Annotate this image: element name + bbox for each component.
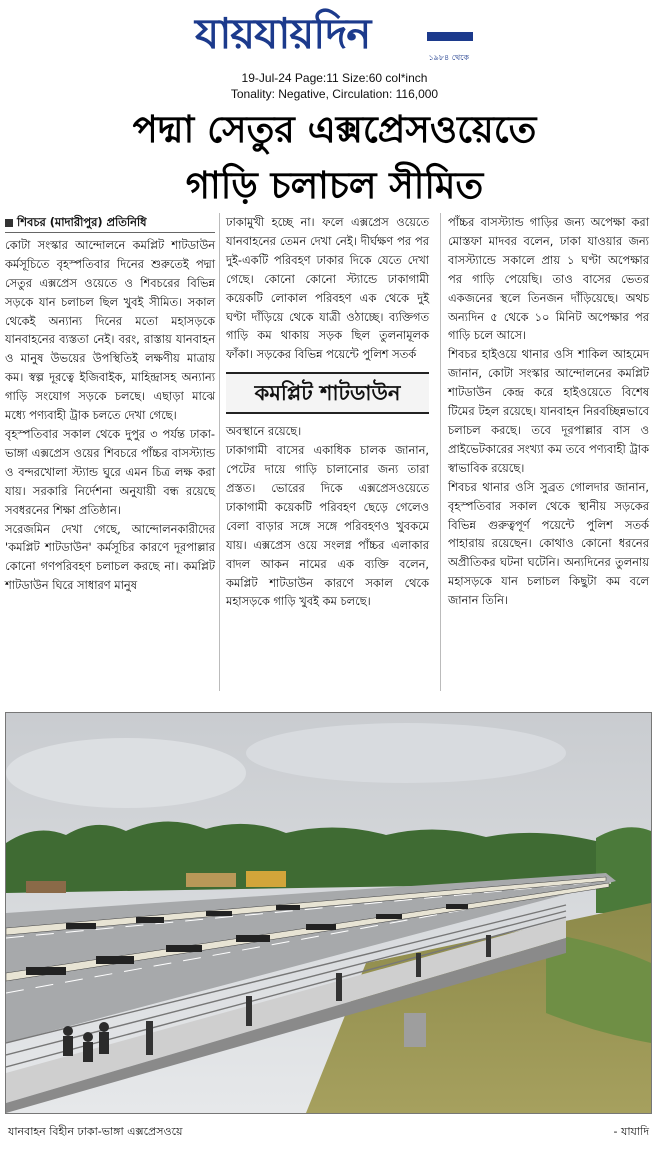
newspaper-logo [195,6,475,62]
paragraph: পাঁচ্চর বাসস্ট্যান্ড গাড়ির জন্য অপেক্ষা করা মোস্তফা মাদবর বলেন, ঢাকা যাওয়ার জন্য বাসস্ট্যান্ডে সকালে প্রায় ১ ঘণ্টা অপেক্ষার পর গাড়ি পেয়েছি। তাও বাসের ভেতর একজনের স্থলে তিনজন দাঁড়িয়েছে। অথচ অন্যদিন ৫ থেকে ১০ মিনিট অপেক্ষার পর গাড়ি চলে আসে। [448,215,649,343]
byline-text: শিবচর (মাদারীপুর) প্রতিনিধি [17,215,147,229]
paragraph: বৃহস্পতিবার সকাল থেকে দুপুর ৩ পর্যন্ত ঢাকা-ভাঙ্গা এক্সপ্রেস ওয়ের শিবচরে পাঁচ্চর বাসস্ট্যান্ড ও বন্দরখোলা স্ট্যান্ড ঘুরে এমন চিত্র লক্ষ করা যায়। সরকারি নির্দেশনা অনুযায়ী বন্ধ রয়েছে সবধরনের শিক্ষা প্রতিষ্ঠান। [5,426,215,517]
paragraph: অবস্থানে রয়েছে। [226,424,302,439]
byline-square-icon [5,219,13,227]
logo-tagline: ১৯৮৪ থেকে [428,53,469,62]
subheading: কমপ্লিট শাটডাউন [226,372,429,414]
paragraph: ঢাকাগামী বাসের একাধিক চালক জানান, পেটের দায়ে গাড়ি চালানোর জন্য তারা প্রস্তত। ভোরের দিকে এক্সপ্রেসওয়েতে ঢাকাগামী কয়েকটি পরিবহণ ছেড়ে গেলেও বেলা বাড়ার সঙ্গে সঙ্গে পরিবহণও খুবকমে যায়। এক্সপ্রেস ওয়ে সংলগ্ন পাঁচ্চর এলাকার বাদল আকন নামের এক ব্যক্তি বলেন, কমপ্লিট শাটডাউন কারণে সকাল থেকে মহাসড়কে গাড়ি খুবই কম চলছে। [226,443,429,609]
article-column-2 [226,213,429,611]
headline-line-2: গাড়ি চলাচল সীমিত [185,164,484,207]
article-column-1 [5,213,215,595]
expressway-photo-illustration [6,713,651,1113]
clipping-meta-tonality: Tonality: Negative, Circulation: 116,000 [230,87,439,101]
photo-caption: যানবাহন বিহীন ঢাকা-ভাঙ্গা এক্সপ্রেসওয়ে [8,1125,183,1138]
paragraph: সরেজমিন দেখা গেছে, আন্দোলনকারীদের 'কমপ্লিট শাটডাউন' কর্মসূচির কারণে দূরপাল্লার কোনো গণপরিবহণ চলাচল করছে না। কমপ্লিট শাটডাউন ঘিরে সাধারণ মানুষ [5,521,215,593]
paragraph: কোটা সংস্কার আন্দোলনে কমপ্লিট শাটডাউন কর্মসূচিতে বৃহস্পতিবার দিনের শুরুতেই পদ্মা সেতুর এক্সপ্রেস ওয়েতে ও শিবচরের বিভিন্ন সড়কে যান চলাচল ছিল খুবই সীমিত। সকাল থেকেই অন্যান্য দিনের মতো মহাসড়কে যানবাহনের ব্যস্ততা নেই। বরং, রাস্তায় যানবাহন ও মানুষ উভয়ের উপস্থিতিই লক্ষণীয় মাত্রায় কম। স্বল্প দূরত্বে ইজিবাইক, মাহিন্দ্রাসহ অন্যান্য গাড়ি সংযোগ সড়কে চলছে। এছাড়া মাঝে মধ্যে পণ্যবাহী ট্রাক চলতে দেখা গেছে। [5,237,215,423]
column-divider [440,213,441,691]
paragraph: শিবচর থানার ওসি সুব্রত গোলদার জানান, বৃহস্পতিবার সকাল থেকে স্থানীয় সড়কের বিভিন্ন গুরুত্বপূর্ণ পয়েন্টে পুলিশ সতর্ক পাহারায় রয়েছেন। কোথাও কোনো ধরনের অপ্রীতিকর ঘটনা ঘটেনি। অন্যদিনের তুলনায় মহাসড়কে যান চলাচল কিছুটা কম বলে জানান তিনি। [448,479,649,608]
paragraph: শিবচর হাইওয়ে থানার ওসি শাকিল আহমেদ জানান, কোটা সংস্কার আন্দোলনের কমপ্লিট শাটডাউন কেন্দ্র করে হাইওয়েতে বিশেষ টিমের টহল রয়েছে। যানবাহন নিরবচ্ছিন্নভাবে চলাচল করছে। তবে দূরপাল্লার বাস ও প্রাইভেটকারের সংখ্যা কম তবে পণ্যবাহী ট্রাক স্বাভাবিক রয়েছে। [448,347,649,475]
article-column-3 [448,213,649,610]
news-photo-expressway [5,712,652,1114]
logo-bar-decoration [427,32,473,41]
column-divider [219,213,220,691]
byline [5,213,215,233]
masthead [0,0,669,68]
logo-text: যায়যায়দিন [195,9,371,58]
clipping-meta-date: 19-Jul-24 Page:11 Size:60 col*inch [241,71,428,85]
photo-credit: - যাযাদি [613,1125,649,1138]
headline-line-1: পদ্মা সেতুর এক্সপ্রেসওয়েতে [132,108,537,151]
paragraph: ঢাকামুখী হচ্ছে না। ফলে এক্সপ্রেস ওয়েতে যানবাহনের তেমন দেখা নেই। দীর্ঘক্ষণ পর পর দুই-একটি পরিবহণ ঢাকার দিকে যেতে দেখা গেছে। কোনো কোনো স্ট্যান্ডে ঢাকাগামী কয়েকটি লোকাল পরিবহণ এক থেকে দুই ঘণ্টা দাঁড়িয়ে থেকে যাত্রী ওঠাচ্ছে। ব্যক্তিগত গাড়ি কম থাকায় সড়ক ছিল তুলনামূলক ফাঁকা। সড়কের বিভিন্ন পয়েন্টে পুলিশ সতর্ক [226,215,429,362]
